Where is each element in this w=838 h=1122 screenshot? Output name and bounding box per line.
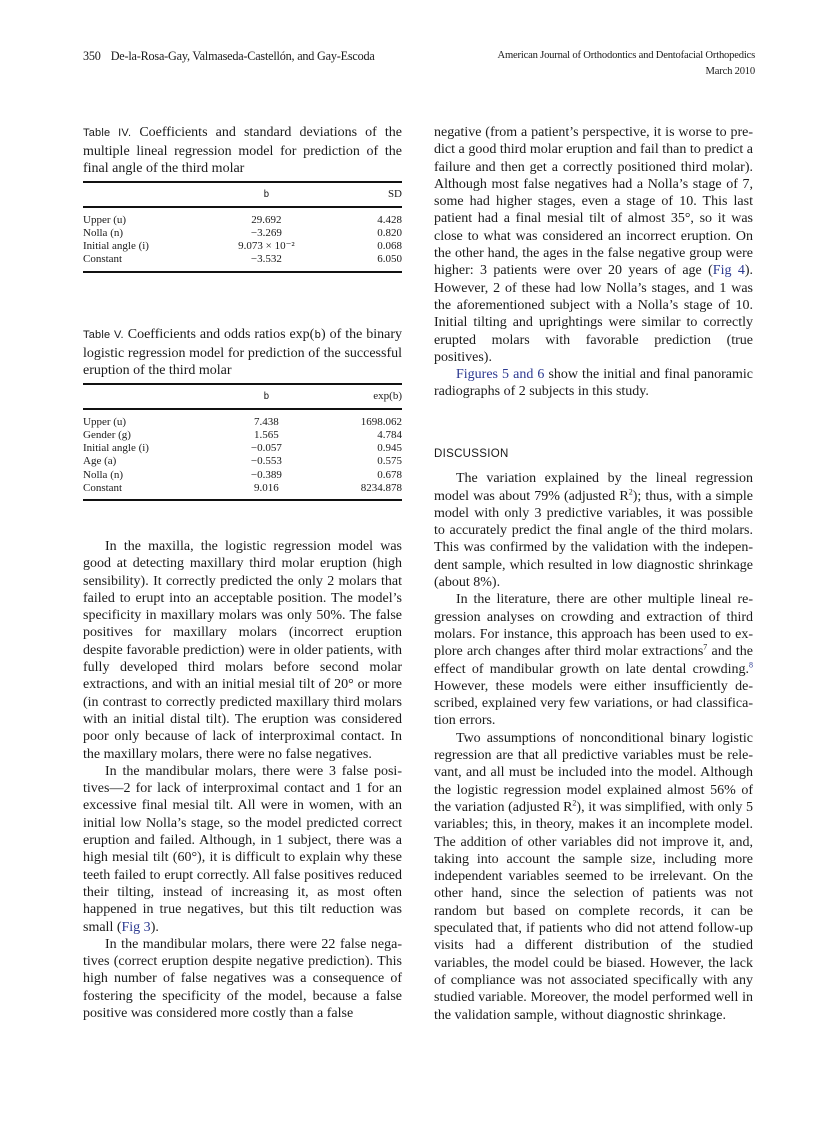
table-row <box>83 409 402 429</box>
paragraph-continuation <box>434 124 753 366</box>
cell-variable: Upper (u) <box>83 213 127 226</box>
table-row <box>83 455 402 468</box>
table-5-caption <box>83 326 402 380</box>
table-row <box>83 482 402 500</box>
cell-variable: Gender (g) <box>83 428 131 441</box>
paragraph-text-end: ). <box>150 919 159 935</box>
reference-7: 7 <box>703 642 708 652</box>
paragraph-mandibular-false-positives <box>83 763 402 936</box>
paragraph-text: and the effect of mandibular growth on late dental crowding. <box>434 644 753 677</box>
table-row <box>83 240 402 253</box>
paragraph-maxilla: In the maxilla, the logistic regression model was good at detecting maxillary third molar eruption (high sensibility). It correctly predicted the only 2 molars that failed to erupt into an acceptable position. The model’s specificity in maxillary molars was only 50%. The false positives for maxillary molars (incorrect eruption despite favorable prediction) were in older patients, with fully developed third molars before second molar extractions, and with an initial mesial tilt of 20° or more (in contrast to correctly predicted maxillary third molars with an initial distal tilt). The eruption was considered poor only because of lack of interproximal contact. In the maxillary molars, there were no false negatives. <box>83 539 402 762</box>
table-row <box>83 253 402 271</box>
table-5-label: Table V. <box>83 329 124 341</box>
paragraph-text: In the mandibular molars, there were 3 false positives—2 for lack of interproximal contact and 1 for an excessive final mesial tilt. All were in women, with an initial low Nolla’s stage, so the model predicted correct eruption and failed. Although, in 1 subject, there was a high mesial tilt (60°), it is difficult to explain why these teeth failed to erupt correctly. All false positives reduced their tilting, instead of increasing it, as most often happened in true negatives, but this tilt reduction was small ( <box>83 763 402 935</box>
paragraph-text: The variation explained by the lineal regression model was about 79% (adjusted R <box>434 471 753 504</box>
cell-variable: Initial angle (i) <box>83 442 149 455</box>
column-header-variable <box>83 384 211 409</box>
paragraph-text: show the initial and final panoramic radiographs of 2 subjects in this study. <box>434 367 754 400</box>
cell-exp-b: 0.575 <box>377 455 402 468</box>
table-row <box>83 207 402 227</box>
table-4-caption-text: Coefficients and standard deviations of the multiple lineal regression model for prediction of the final angle of the third molar <box>83 125 403 176</box>
cell-variable: Upper (u) <box>83 415 127 428</box>
table-4 <box>83 124 402 273</box>
journal-issue: March 2010 <box>705 66 755 77</box>
cell-sd: 0.068 <box>377 240 402 253</box>
running-head-left <box>83 48 375 64</box>
superscript: 2 <box>628 486 633 496</box>
table-row <box>83 442 402 455</box>
fig-3-link[interactable]: Fig 3 <box>121 919 151 935</box>
paragraph-figures <box>434 366 753 401</box>
authors: De-la-Rosa-Gay, Valmaseda-Castellón, and Gay-Escoda <box>110 49 375 63</box>
table-header-row <box>83 182 402 207</box>
table-header-row <box>83 384 402 409</box>
journal-title: American Journal of Orthodontics and Dentofacial Orthopedics <box>497 50 755 61</box>
paragraph-text-end: ). However, 2 of these had low Nolla’s stages, and 1 was the aforementioned subject with a Nolla’s stage of 10. Initial tilting and uprightings were similar to correctly erupted molars with favorable prediction (true positives). <box>434 263 753 365</box>
table-row <box>83 469 402 482</box>
cell-b: 9.016 <box>254 481 279 494</box>
table-row <box>83 227 402 240</box>
table-5-caption-text-post: ) of the binary logistic regression model for prediction of the successful eruption of the third molar <box>83 327 403 378</box>
cell-b: −3.532 <box>250 253 282 266</box>
running-head-right <box>498 48 755 80</box>
discussion-paragraph-2 <box>434 591 753 729</box>
table-5-caption-text-pre: Coefficients and odds ratios exp( <box>127 327 315 342</box>
cell-b: 7.438 <box>254 415 279 428</box>
column-header-b: b <box>263 390 270 402</box>
cell-exp-b: 4.784 <box>377 428 402 441</box>
table-5-grid <box>83 383 402 501</box>
fig-4-link[interactable]: Fig 4 <box>712 263 745 279</box>
cell-variable: Constant <box>83 253 123 266</box>
table-5 <box>83 326 402 501</box>
cell-variable: Initial angle (i) <box>83 240 149 253</box>
paragraph-text: In the literature, there are other multiple lineal regression analyses on crowding and extraction of third molars. For instance, this approach has been used to explore arch changes after third molar extractions <box>434 592 753 660</box>
cell-b: −0.553 <box>250 455 282 468</box>
column-header-b: b <box>263 188 270 200</box>
cell-variable: Nolla (n) <box>83 226 124 239</box>
figures-5-6-link[interactable]: Figures 5 and 6 <box>456 367 545 383</box>
discussion-section <box>434 446 753 1024</box>
cell-exp-b: 0.678 <box>377 468 402 481</box>
paragraph-text: negative (from a patient’s perspective, it is worse to predict a good third molar eruption and fail than to predict a failure and then get a correctly positioned third molar). Although most false negatives had a Nolla’s stage of 7, some had higher stages, even a stage of 10. This last patient had a final mesial tilt of almost 35°, so it was close to what was considered an incorrect eruption. On the other hand, the ages in the false negative group were higher: 3 patients were over 20 years of age ( <box>434 125 753 279</box>
paragraph-text: However, these models were either insufficiently described, explained very few variations, or had classification errors. <box>434 678 753 729</box>
cell-exp-b: 1698.062 <box>360 415 402 428</box>
page-number: 350 <box>83 49 101 63</box>
cell-exp-b: 0.945 <box>377 442 402 455</box>
cell-b: −3.269 <box>250 226 282 239</box>
reference-8-link[interactable]: 8 <box>749 659 753 669</box>
discussion-paragraph-1 <box>434 470 753 591</box>
column-header-variable <box>83 182 211 207</box>
discussion-paragraph-3 <box>434 730 753 1024</box>
cell-variable: Constant <box>83 481 123 494</box>
table-4-grid <box>83 181 402 273</box>
cell-sd: 0.820 <box>377 226 402 239</box>
discussion-heading: DISCUSSION <box>434 448 509 460</box>
superscript: 2 <box>572 798 577 808</box>
cell-variable: Nolla (n) <box>83 468 124 481</box>
table-4-caption <box>83 124 402 178</box>
cell-b: 29.692 <box>251 213 282 226</box>
cell-sd: 6.050 <box>377 253 402 266</box>
column-header-sd: SD <box>387 187 402 200</box>
right-column-continuation <box>434 124 753 401</box>
table-row <box>83 429 402 442</box>
paragraph-mandibular-false-negatives: In the mandibular molars, there were 22 false negatives (correct eruption despite negative prediction). This high number of false negatives was a consequence of fostering the specificity of the model, because a false positive was considered more costly than a false <box>83 936 402 1022</box>
column-header-exp-b: exp(b) <box>373 389 402 402</box>
cell-b: 1.565 <box>254 428 279 441</box>
paragraph-text: ), it was simplified, with only 5 variables; this, in theory, makes it an incomplete model. The addition of other variables did not improve it, and, taking into account the sample size, including more independent variables seemed to be irrelevant. On the other hand, since the selection of patients was not random but based on complete records, it can be speculated that, if patients who did not attend follow-up visits had a different distribution of the studied variables, the model could be biased. However, the lack of compliance was not associated specifically with any studied variable. Moreover, the model performed well in the validation sample, without diagnostic shrinkage. <box>434 799 753 1023</box>
left-column-body <box>83 538 402 1022</box>
paragraph-text: Two assumptions of nonconditional binary logistic regression are that all predictive variables must be relevant, and all must be included into the model. Although the logistic regression model explained almost 56% of the variation (adjusted R <box>434 730 753 815</box>
cell-exp-b: 8234.878 <box>360 481 402 494</box>
table-4-label: Table IV. <box>83 127 132 139</box>
cell-b: −0.389 <box>250 468 282 481</box>
paragraph-text: ); thus, with a simple model with only 3 predictive variables, it was possible to accurately predict the final angle of the third molars. This was confirmed by the validation with the independent sample, which resulted in low diagnostic shrinkage (about 8%). <box>434 488 753 591</box>
cell-sd: 4.428 <box>377 213 402 226</box>
cell-b: −0.057 <box>250 442 282 455</box>
beta-symbol: b <box>314 328 321 341</box>
cell-variable: Age (a) <box>83 455 117 468</box>
cell-b: 9.073 × 10⁻² <box>238 240 295 253</box>
